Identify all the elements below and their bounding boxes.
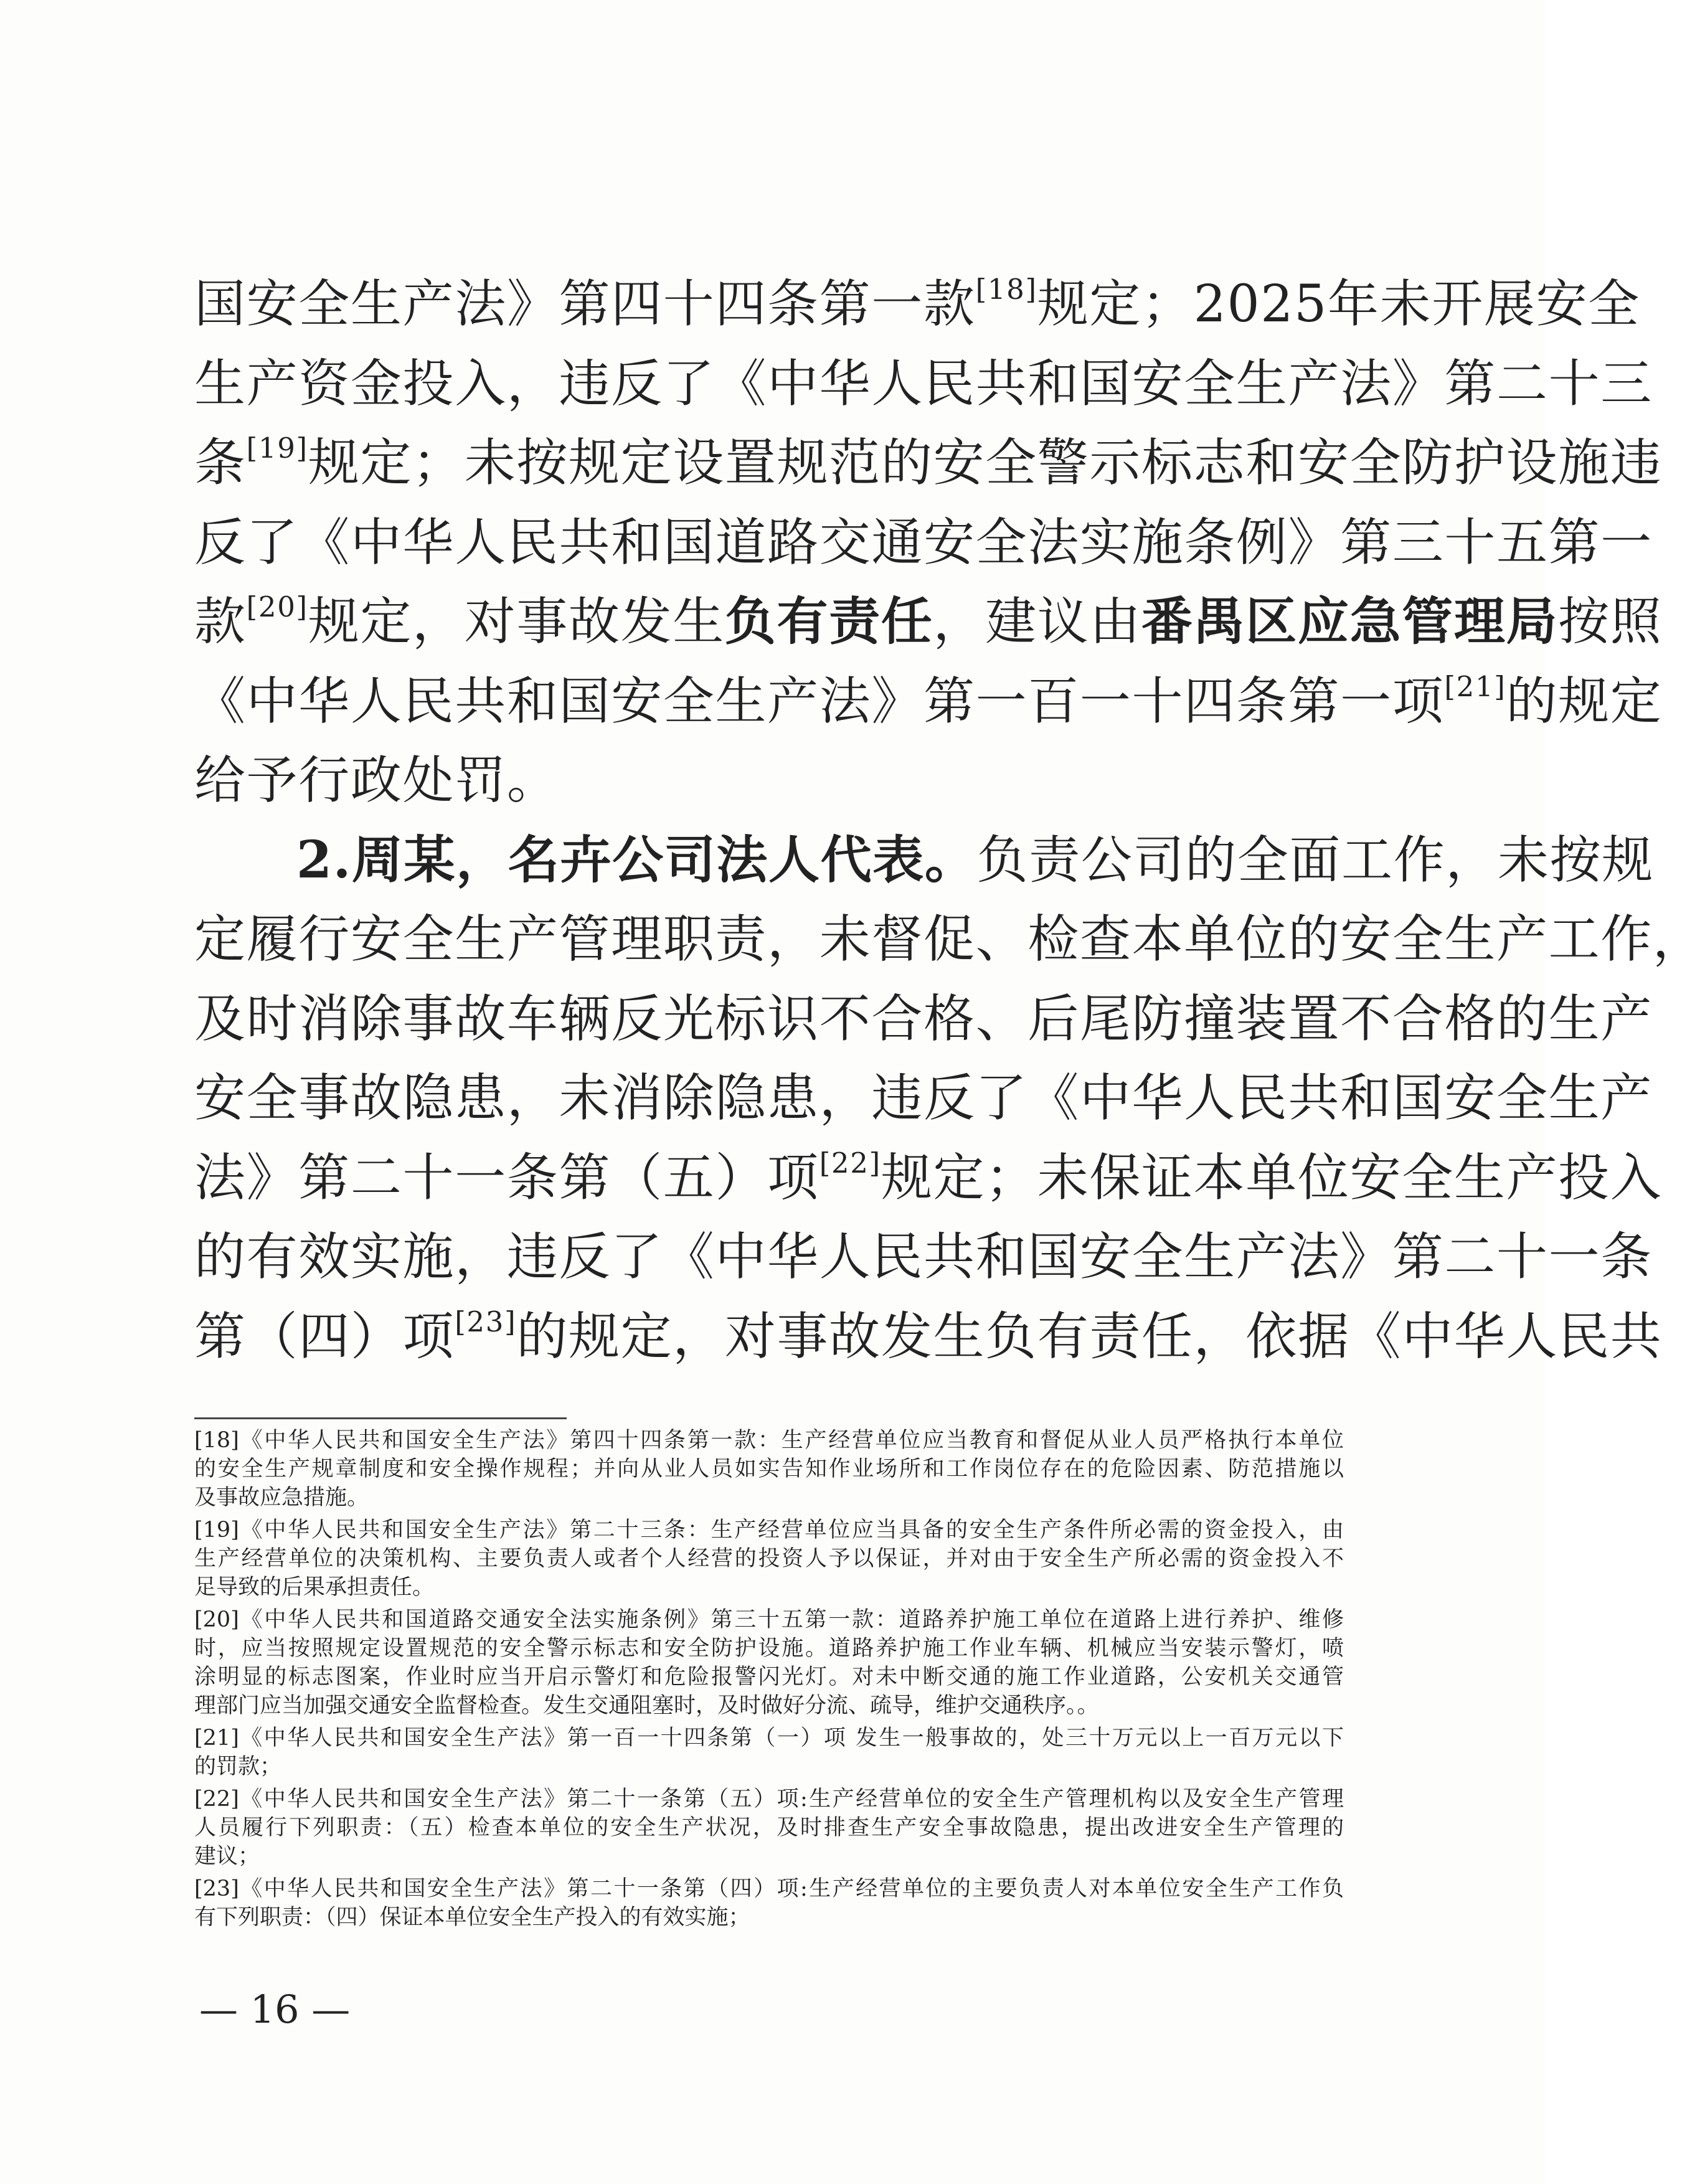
- footnote-22: [22]《中华人民共和国安全生产法》第二十一条第（五）项:生产经营单位的安全生产管理机构以及安全生产管理 人员履行下列职责：（五）检查本单位的安全生产状况，及时排查生产安全事故隐患，提出改进安全生产管理的 建议；: [194, 1787, 1344, 1869]
- emphasis-agency: 番禺区应急管理局: [1141, 592, 1559, 651]
- page-number: — 16 —: [199, 1987, 351, 2032]
- body-line: 《中华人民共和国安全生产法》第一百一十四条第一项[21]的规定: [194, 669, 1663, 731]
- footnote-20: [20]《中华人民共和国道路交通安全法实施条例》第三十五第一款：道路养护施工单位在道路上进行养护、维修 时，应当按照规定设置规范的安全警示标志和安全防护设施。道路养护施工作业车辆、机械应当安装示警灯，喷 涂明显的标志图案，作业时应当开启示警灯和危险报警闪光灯。对未中断交通的施工作业道路，公安机关交通管 理部门应当加强交通安全监督检查。发生交通阻塞时，及时做好分流、疏导，维护交通秩序。。: [194, 1607, 1344, 1718]
- body-line: 第（四）项[23]的规定，对事故发生负有责任，依据《中华人民共: [194, 1305, 1663, 1366]
- body-line: 反了《中华人民共和国道路交通安全法实施条例》第三十五第一: [194, 513, 1653, 572]
- footnote-ref[interactable]: [18]: [975, 272, 1037, 306]
- main-body-text: [194, 265, 1705, 1376]
- body-line: 及时消除事故车辆反光标识不合格、后尾防撞装置不合格的生产: [194, 989, 1653, 1049]
- footnote-ref[interactable]: [23]: [455, 1305, 517, 1338]
- footnotes: [194, 1426, 1344, 1936]
- body-line: 法》第二十一条第（五）项[22]规定；未保证本单位安全生产投入: [194, 1146, 1663, 1208]
- footnote-19: [19]《中华人民共和国安全生产法》第二十三条：生产经营单位应当具备的安全生产条件所必需的资金投入，由 生产经营单位的决策机构、主要负责人或者个人经营的投资人予以保证，并对由于安全生产所必需的资金投入不 足导致的后果承担责任。: [194, 1518, 1344, 1600]
- footnote-21: [21]《中华人民共和国安全生产法》第一百一十四条第（一）项 发生一般事故的，处三十万元以上一百万元以下 的罚款；: [194, 1726, 1344, 1779]
- footnote-divider: [194, 1417, 567, 1419]
- body-line: 安全事故隐患，未消除隐患，违反了《中华人民共和国安全生产: [194, 1069, 1653, 1128]
- footnote-ref[interactable]: [20]: [246, 590, 308, 623]
- body-line: 定履行安全生产管理职责，未督促、检查本单位的安全生产工作，: [194, 910, 1705, 969]
- footnote-18: [18]《中华人民共和国安全生产法》第四十四条第一款：生产经营单位应当教育和督促从业人员严格执行本单位 的安全生产规章制度和安全操作规程；并向从业人员如实告知作业场所和工作岗位存在的危险因素、防范措施以 及事故应急措施。: [194, 1428, 1344, 1510]
- footnote-23: [23]《中华人民共和国安全生产法》第二十一条第（四）项:生产经营单位的主要负责人对本单位安全生产工作负 有下列职责：（四）保证本单位安全生产投入的有效实施；: [194, 1876, 1344, 1930]
- body-line: 给予行政处罚。: [194, 751, 559, 810]
- body-line: 的有效实施，违反了《中华人民共和国安全生产法》第二十一条: [194, 1227, 1653, 1287]
- body-line: 条[19]规定；未按规定设置规范的安全警示标志和安全防护设施违: [194, 431, 1663, 493]
- footnote-ref[interactable]: [19]: [246, 431, 308, 465]
- section-heading: 2.周某，名卉公司法人代表。: [296, 830, 977, 890]
- body-line: 2.周某，名卉公司法人代表。负责公司的全面工作，未按规: [296, 830, 1654, 890]
- body-line: 国安全生产法》第四十四条第一款[18]规定；2025年未开展安全: [194, 272, 1640, 334]
- footnote-ref[interactable]: [21]: [1444, 669, 1506, 703]
- emphasis-responsibility: 负有责任: [724, 592, 933, 651]
- body-line: 生产资金投入，违反了《中华人民共和国安全生产法》第二十三: [194, 354, 1653, 414]
- footnote-ref[interactable]: [22]: [819, 1146, 881, 1179]
- body-line: 款[20]规定，对事故发生负有责任，建议由番禺区应急管理局按照: [194, 590, 1663, 651]
